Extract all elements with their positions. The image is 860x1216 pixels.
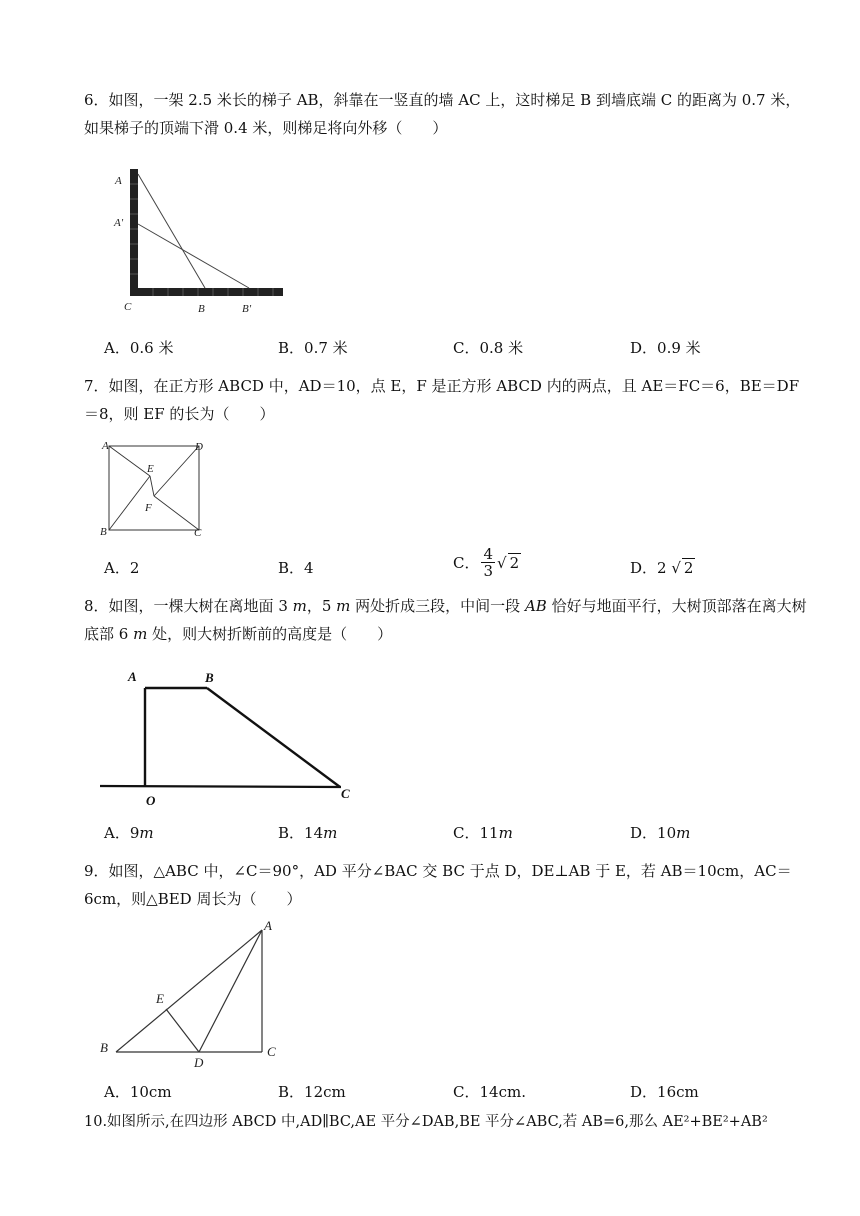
q8-part: 两处折成三段，中间一段 bbox=[350, 597, 525, 615]
triangle-figure bbox=[96, 916, 284, 1072]
option-6a[interactable]: A．0.6 米 bbox=[104, 339, 174, 357]
option-8b[interactable] bbox=[278, 822, 337, 843]
label-C: C bbox=[124, 301, 132, 313]
option-7d[interactable] bbox=[630, 557, 695, 578]
label-B: B bbox=[198, 303, 205, 315]
unit: m bbox=[498, 824, 513, 842]
label-B: B bbox=[205, 670, 214, 685]
option-6d[interactable]: D．0.9 米 bbox=[630, 339, 701, 357]
option-8c[interactable] bbox=[453, 822, 513, 843]
question-6-text: 6．如图，一架 2.5 米长的梯子 AB，斜靠在一竖直的墙 AC 上，这时梯足 B 到墙底端 C 的距离为 0.7 米，如果梯子的顶端下滑 0.4 米，则梯足将向外移（ ） bbox=[84, 91, 801, 137]
label-C: C bbox=[267, 1044, 276, 1059]
ladder-figure bbox=[108, 164, 290, 316]
fraction-denominator: 3 bbox=[483, 562, 494, 580]
fraction bbox=[481, 546, 495, 579]
option-8d[interactable] bbox=[630, 822, 690, 843]
sqrt-icon: √ bbox=[671, 559, 681, 577]
unit: m bbox=[676, 824, 691, 842]
question-7-text: 7．如图，在正方形 ABCD 中，AD＝10，点 E，F 是正方形 ABCD 内的两点，且 AE＝FC＝6，BE＝DF＝8，则 EF 的长为（ ） bbox=[84, 377, 800, 423]
label-D: D bbox=[194, 1055, 204, 1070]
q8-part: 恰好与地面平行，大树顶部落在离大树底部 6 bbox=[84, 597, 807, 643]
q8-part: 8．如图，一棵大树在离地面 3 bbox=[84, 597, 293, 615]
q8-unit: m bbox=[133, 625, 148, 643]
label-A: A bbox=[115, 175, 122, 187]
question-9-text: 9．如图，△ABC 中，∠C＝90°，AD 平分∠BAC 交 BC 于点 D，DE⊥AB 于 E，若 AB＝10cm，AC＝6cm，则△BED 周长为（ ） bbox=[84, 862, 792, 908]
option-7b[interactable]: B．4 bbox=[278, 559, 314, 577]
label-E: E bbox=[156, 991, 164, 1006]
option-7d-label: D．2 bbox=[630, 559, 667, 577]
label-D: D bbox=[195, 441, 203, 453]
label-B: B bbox=[100, 1040, 108, 1055]
unit: m bbox=[139, 824, 154, 842]
option-6b[interactable]: B．0.7 米 bbox=[278, 339, 348, 357]
option-9a[interactable]: A．10cm bbox=[104, 1083, 172, 1101]
q8-part: 处，则大树折断前的高度是（ ） bbox=[147, 625, 393, 643]
label-C: C bbox=[194, 527, 202, 539]
option-9b[interactable]: B．12cm bbox=[278, 1083, 346, 1101]
label-B: B bbox=[100, 526, 107, 538]
q8-unit: m bbox=[336, 597, 351, 615]
unit: m bbox=[323, 824, 338, 842]
label-B-prime: B' bbox=[242, 303, 252, 315]
sqrt-radicand: 2 bbox=[683, 559, 694, 577]
label-F: F bbox=[145, 502, 152, 514]
label-A: A bbox=[102, 440, 109, 452]
option-9c[interactable]: C．14cm. bbox=[453, 1083, 526, 1101]
label-E: E bbox=[147, 463, 154, 475]
option-8a-label: A．9 bbox=[104, 824, 140, 842]
q8-part: ，5 bbox=[306, 597, 337, 615]
option-8c-label: C．11 bbox=[453, 824, 499, 842]
option-8b-label: B．14 bbox=[278, 824, 324, 842]
q8-segment: AB bbox=[524, 597, 547, 615]
option-8d-label: D．10 bbox=[630, 824, 677, 842]
option-6c[interactable]: C．0.8 米 bbox=[453, 339, 524, 357]
option-7a[interactable]: A．2 bbox=[104, 559, 140, 577]
option-8a[interactable] bbox=[104, 822, 154, 843]
label-A-prime: A' bbox=[114, 217, 124, 229]
q8-unit: m bbox=[292, 597, 307, 615]
tree-figure bbox=[96, 664, 364, 810]
option-7c-label: C． bbox=[453, 554, 480, 572]
question-8-text bbox=[84, 592, 814, 648]
question-10-text: 10.如图所示,在四边形 ABCD 中,AD∥BC,AE 平分∠DAB,BE 平分∠ABC,若 AB=6,那么 AE²+BE²+AB² bbox=[84, 1114, 768, 1130]
fraction-numerator: 4 bbox=[483, 545, 494, 563]
label-O: O bbox=[146, 793, 156, 808]
label-C: C bbox=[341, 786, 350, 801]
label-A: A bbox=[128, 669, 137, 684]
label-A: A bbox=[264, 918, 272, 933]
sqrt-icon: √ bbox=[497, 553, 507, 572]
option-7c[interactable] bbox=[453, 546, 521, 579]
square-figure bbox=[96, 438, 208, 540]
sqrt-radicand: 2 bbox=[509, 554, 520, 572]
option-9d[interactable]: D．16cm bbox=[630, 1083, 699, 1101]
